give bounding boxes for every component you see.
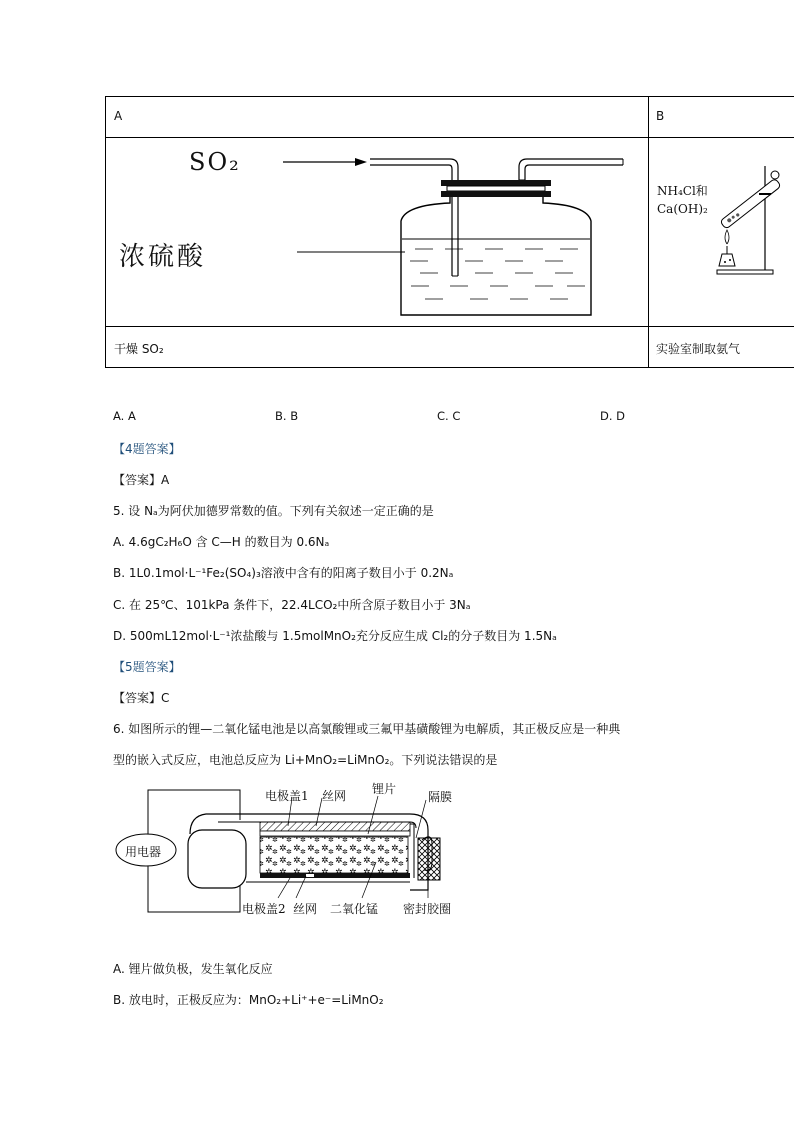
header-b: B bbox=[656, 109, 665, 123]
q4-option-b: B. B bbox=[275, 409, 299, 423]
q6-option-b: B. 放电时，正极反应为：MnO₂+Li⁺+e⁻=LiMnO₂ bbox=[113, 993, 384, 1007]
table-row-divider bbox=[105, 137, 794, 138]
header-a: A bbox=[114, 109, 123, 123]
q6-stem-line-1: 6. 如图所示的锂—二氧化锰电池是以高氯酸锂或三氟甲基磺酸锂为电解质，其正极反应是一种典 bbox=[113, 722, 621, 736]
q5-option-b: B. 1L0.1mol·L⁻¹Fe₂(SO₄)₃溶液中含有的阳离子数目小于 0.2Nₐ bbox=[113, 566, 454, 580]
label-cap-1: 电极盖1 bbox=[265, 789, 309, 803]
q5-option-a: A. 4.6gC₂H₆O 含 C—H 的数目为 0.6Nₐ bbox=[113, 535, 330, 549]
options-table bbox=[105, 96, 794, 368]
q4-answer-header: 【4题答案】 bbox=[113, 442, 181, 456]
q5-answer: 【答案】C bbox=[113, 691, 170, 705]
table-border-left bbox=[105, 96, 106, 368]
conc-sulfuric-acid-label: 浓硫酸 bbox=[119, 242, 207, 272]
q6-stem-line-2: 型的嵌入式反应，电池总反应为 Li+MnO₂=LiMnO₂。下列说法错误的是 bbox=[113, 753, 498, 767]
table-row-divider bbox=[105, 326, 794, 327]
label-li-sheet: 锂片 bbox=[372, 782, 397, 796]
label-mno2: 二氧化锰 bbox=[330, 902, 379, 916]
q4-option-a: A. A bbox=[113, 409, 136, 423]
reagent-line-2: Ca(OH)₂ bbox=[657, 202, 708, 216]
table-column-divider bbox=[648, 96, 649, 368]
table-border-top bbox=[105, 96, 794, 97]
reagent-line-1: NH₄Cl和 bbox=[657, 184, 708, 198]
q5-answer-header: 【5题答案】 bbox=[113, 660, 181, 674]
q5-stem: 5. 设 Nₐ为阿伏加德罗常数的值。下列有关叙述一定正确的是 bbox=[113, 504, 434, 518]
so2-gas-label: SO₂ bbox=[189, 148, 241, 176]
q4-option-d: D. D bbox=[600, 409, 626, 423]
q5-option-d: D. 500mL12mol·L⁻¹浓盐酸与 1.5molMnO₂充分反应生成 Cl₂的分子数目为 1.5Nₐ bbox=[113, 629, 557, 643]
label-cap-2: 电极盖2 bbox=[242, 902, 286, 916]
label-mesh-top: 丝网 bbox=[322, 789, 347, 803]
caption-b: 实验室制取氨气 bbox=[656, 342, 741, 356]
label-separator: 隔膜 bbox=[428, 790, 453, 804]
q5-option-c: C. 在 25℃、101kPa 条件下，22.4LCO₂中所含原子数目小于 3Nₐ bbox=[113, 598, 471, 612]
table-border-bottom bbox=[105, 367, 794, 368]
label-mesh-bottom: 丝网 bbox=[293, 902, 318, 916]
q4-answer: 【答案】A bbox=[113, 473, 170, 487]
label-device: 用电器 bbox=[125, 845, 162, 859]
q4-option-c: C. C bbox=[437, 409, 461, 423]
ammonia-apparatus-figure bbox=[705, 158, 794, 278]
q6-option-a: A. 锂片做负极，发生氧化反应 bbox=[113, 962, 273, 976]
caption-a: 干燥 SO₂ bbox=[114, 342, 164, 356]
label-seal-ring: 密封胶圈 bbox=[403, 902, 452, 916]
